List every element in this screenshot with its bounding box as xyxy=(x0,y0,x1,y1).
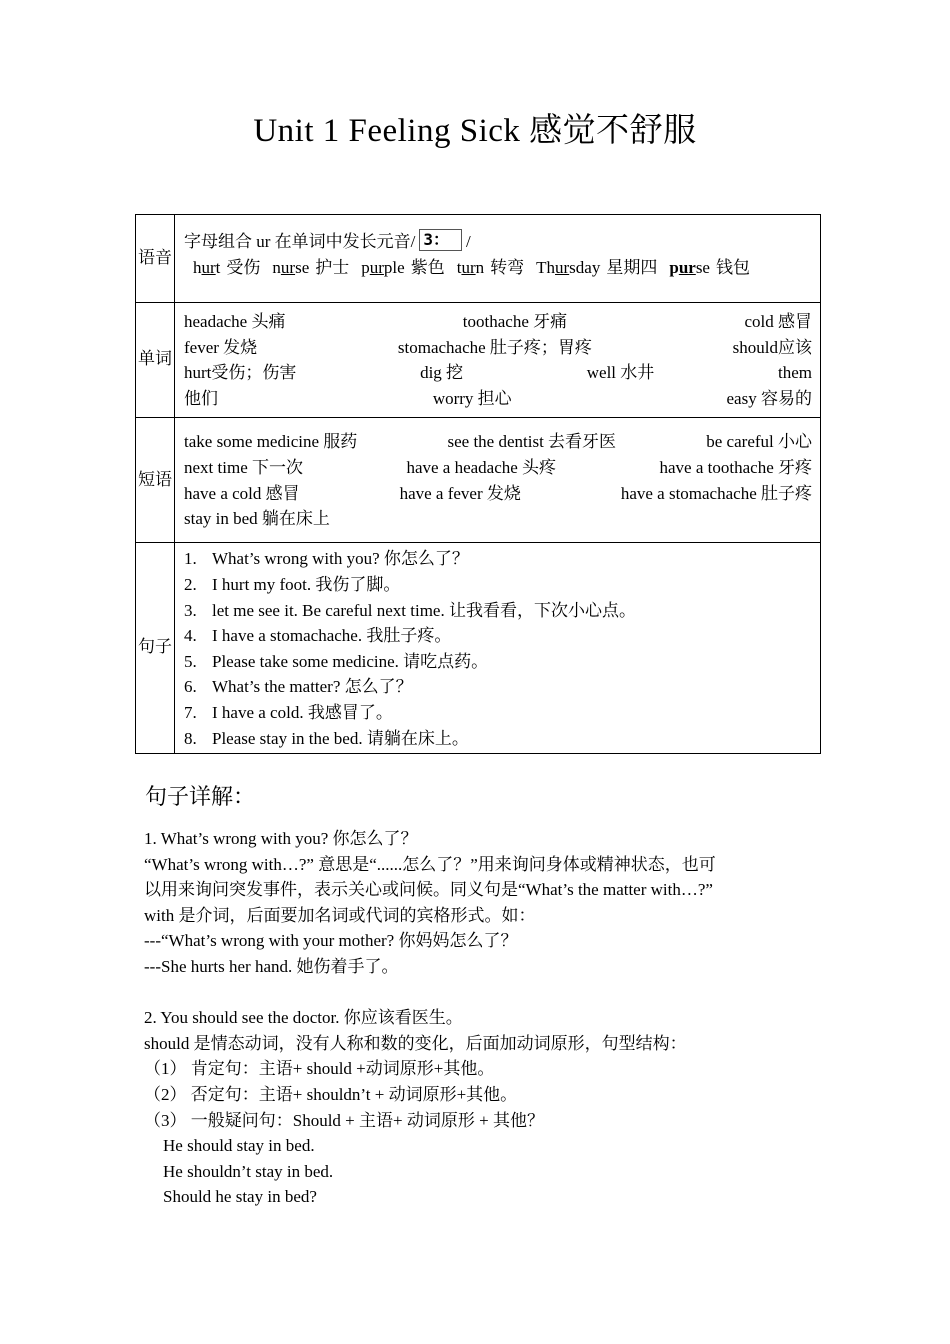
sentence-text: I have a stomachache. 我肚子疼。 xyxy=(212,626,452,646)
vocab-row xyxy=(184,386,812,412)
word-meaning: 星期四 xyxy=(606,257,658,277)
sentence-text: What’s wrong with you? 你怎么了？ xyxy=(212,549,469,569)
sentence-item xyxy=(184,700,812,726)
phrase-row xyxy=(184,455,812,481)
phrase-row xyxy=(184,481,812,507)
vocab-item: fever 发烧 xyxy=(184,337,258,357)
vocab-item: dig 挖 xyxy=(420,363,464,383)
word-suffix: ple xyxy=(383,257,405,277)
sentence-number: 5. xyxy=(184,651,197,671)
word-suffix: t xyxy=(215,257,221,277)
phrase-item: stay in bed 躺在床上 xyxy=(184,509,330,529)
phonics-word xyxy=(193,258,260,277)
sentence-item xyxy=(184,623,812,649)
phrase-item: have a fever 发烧 xyxy=(399,483,521,503)
phonics-words xyxy=(184,255,812,281)
word-suffix: n xyxy=(475,257,485,277)
vocab-item: headache 头痛 xyxy=(184,312,286,331)
phrase-item: have a toothache 牙疼 xyxy=(659,457,812,477)
phonics-label: 语音 xyxy=(136,215,175,303)
word-ur: ur xyxy=(369,257,384,277)
example-line: He should stay in bed. xyxy=(163,1136,315,1156)
word-meaning: 护士 xyxy=(315,257,350,277)
note-line: （1） 肯定句：主语+ should +动词原形+其他。 xyxy=(144,1059,495,1079)
phrase-item: have a headache 头疼 xyxy=(406,457,557,477)
word-meaning: 钱包 xyxy=(715,257,750,277)
word-ur: ur xyxy=(555,257,570,277)
word-meaning: 转弯 xyxy=(490,257,525,277)
phonics-word xyxy=(272,258,349,277)
sentence-item xyxy=(184,546,812,572)
sentence-item xyxy=(184,674,812,700)
note-line: 以用来询问突发事件，表示关心或问候。同义句是“What’s the matter with…?” xyxy=(144,880,713,900)
note-line: （3） 一般疑问句：Should + 主语+ 动词原形 + 其他？ xyxy=(144,1110,544,1130)
phonetic-symbol: 3： xyxy=(419,229,462,251)
sentence-text: Please stay in the bed. 请躺在床上。 xyxy=(212,728,469,748)
phrase-item: take some medicine 服药 xyxy=(184,432,358,452)
phrase-item: have a stomachache 肚子疼 xyxy=(620,483,812,503)
vocab-item: should应该 xyxy=(732,337,812,357)
vocab-item: well 水井 xyxy=(586,363,655,383)
note-line: 1. What’s wrong with you? 你怎么了？ xyxy=(144,829,418,848)
word-prefix: h xyxy=(193,257,202,277)
phrases-label: 短语 xyxy=(136,418,175,543)
example-line: Should he stay in bed? xyxy=(163,1187,317,1207)
vocab-row xyxy=(184,335,812,361)
sentence-number: 3. xyxy=(184,600,197,620)
phrase-item: next time 下一次 xyxy=(184,457,303,477)
word-prefix: p xyxy=(669,257,679,277)
vocabulary-table xyxy=(135,214,821,754)
phonics-word xyxy=(457,258,524,277)
vocab-item: them xyxy=(777,363,812,383)
phonics-word xyxy=(536,258,657,277)
sentences-label: 句子 xyxy=(136,543,175,754)
word-suffix: se xyxy=(295,257,310,277)
word-ur: ur xyxy=(280,257,296,277)
word-ur: ur xyxy=(461,257,476,277)
sentence-number: 4. xyxy=(184,626,197,646)
word-prefix: t xyxy=(456,257,462,277)
word-ur: ur xyxy=(678,257,696,277)
section-title: 句子详解： xyxy=(145,784,256,809)
sentence-number: 7. xyxy=(184,702,197,722)
phrase-row xyxy=(184,429,812,455)
vocab-item: hurt受伤；伤害 xyxy=(184,363,297,383)
vocab-label: 单词 xyxy=(136,303,175,418)
note-line: should 是情态动词，没有人称和数的变化，后面加动词原形，句型结构： xyxy=(144,1033,687,1053)
note-line: 2. You should see the doctor. 你应该看医生。 xyxy=(144,1008,463,1028)
sentence-text: Please take some medicine. 请吃点药。 xyxy=(212,651,489,671)
phrase-item: be careful 小心 xyxy=(706,432,812,452)
vocab-item: stomachache 肚子疼；胃疼 xyxy=(397,337,592,357)
sentence-number: 1. xyxy=(184,549,197,569)
word-ur: ur xyxy=(201,257,216,277)
vocab-row xyxy=(184,309,812,335)
page-title: Unit 1 Feeling Sick 感觉不舒服 xyxy=(253,113,697,149)
phonics-rule: 字母组合 ur 在单词中发长元音/ 3： / xyxy=(184,230,471,251)
word-suffix: se xyxy=(695,257,710,277)
note-line: （2） 否定句：主语+ shouldn’t + 动词原形+其他。 xyxy=(144,1084,518,1104)
phrase-row xyxy=(184,506,812,532)
sentence-item xyxy=(184,649,812,675)
vocab-item: cold 感冒 xyxy=(744,312,812,331)
sentence-number: 8. xyxy=(184,728,197,748)
phonics-cell xyxy=(175,215,821,303)
note-line: “What’s wrong with…?” 意思是“......怎么了？”用来询问身体或精神状态，也可 xyxy=(144,854,716,874)
phonics-word xyxy=(669,258,750,277)
sentence-text: let me see it. Be careful next time. 让我看看，下次小心点。 xyxy=(212,600,636,620)
sentence-item xyxy=(184,726,812,752)
word-prefix: p xyxy=(361,257,370,277)
note-line: with 是介词，后面要加名词或代词的宾格形式。如： xyxy=(144,905,536,925)
vocab-item: 他们 xyxy=(184,388,218,408)
sentence-number: 6. xyxy=(184,677,197,697)
phonics-word xyxy=(361,258,444,277)
vocab-item: worry 担心 xyxy=(432,388,512,408)
sentence-item xyxy=(184,572,812,598)
sentence-text: What’s the matter? 怎么了？ xyxy=(212,677,413,697)
sentence-text: I have a cold. 我感冒了。 xyxy=(212,702,393,722)
vocab-item: toothache 牙痛 xyxy=(462,312,568,331)
sentence-item xyxy=(184,598,812,624)
phrases-cell xyxy=(175,418,821,543)
phrase-item: have a cold 感冒 xyxy=(184,483,300,503)
word-suffix: sday xyxy=(569,257,601,277)
vocab-cell xyxy=(175,303,821,418)
paragraph-gap xyxy=(144,980,824,1006)
sentence-text: I hurt my foot. 我伤了脚。 xyxy=(212,574,401,594)
example-line: He shouldn’t stay in bed. xyxy=(163,1161,334,1181)
vocab-item: easy 容易的 xyxy=(726,388,812,408)
word-meaning: 紫色 xyxy=(410,257,445,277)
note-line: ---She hurts her hand. 她伤着手了。 xyxy=(144,956,399,976)
word-prefix: n xyxy=(272,257,281,277)
phrase-item: see the dentist 去看牙医 xyxy=(447,432,617,452)
sentences-cell xyxy=(175,543,821,754)
vocab-row xyxy=(184,360,812,386)
sentence-list xyxy=(184,546,812,751)
word-meaning: 受伤 xyxy=(226,257,261,277)
word-prefix: Th xyxy=(536,257,555,277)
sentence-number: 2. xyxy=(184,574,197,594)
note-line: ---“What’s wrong with your mother? 你妈妈怎么了？ xyxy=(144,931,518,951)
notes xyxy=(144,826,824,1210)
